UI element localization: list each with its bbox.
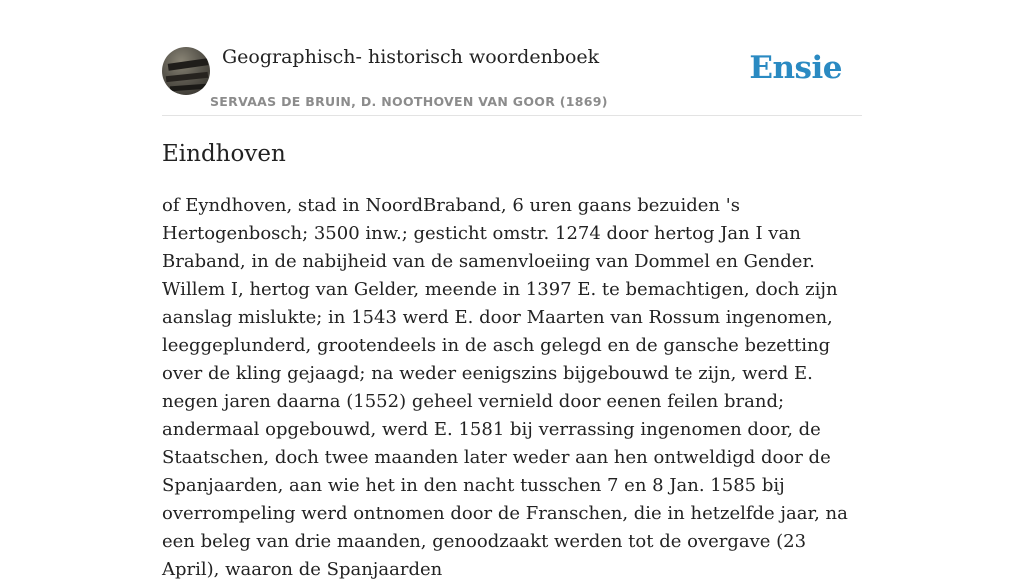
book-header (162, 0, 862, 116)
ensie-logo[interactable]: Ensie (749, 50, 842, 86)
entry-title: Eindhoven (162, 141, 286, 167)
book-title[interactable]: Geographisch- historisch woordenboek (222, 46, 600, 68)
book-authors: SERVAAS DE BRUIN, D. NOOTHOVEN VAN GOOR (1869) (210, 94, 608, 109)
book-cover-thumbnail[interactable] (162, 47, 210, 95)
entry-text: of Eyndhoven, stad in NoordBraband, 6 uren gaans bezuiden 's Hertogenbosch; 3500 inw.; gesticht omstr. 1274 door hertog Jan I van Braband, in de nabijheid van de samenvloeiing van Dommel en Gender. Willem I, hertog van Gelder, meende in 1397 E. te bemachtigen, doch zijn aanslag mislukte; in 1543 werd E. door Maarten van Rossum ingenomen, leeggeplunderd, grootendeels in de asch gelegd en de gansche bezetting over de kling gejaagd; na weder eenigszins bijgebouwd te zijn, werd E. negen jaren daarna (1552) geheel vernield door eenen feilen brand; andermaal opgebouwd, werd E. 1581 bij verrassing ingenomen door, de Staatschen, doch twee maanden later weder aan hen ontweldigd door de Spanjaarden, aan wie het in den nacht tusschen 7 en 8 Jan. 1585 bij overrompeling werd ontnomen door de Franschen, die in hetzelfde jaar, na een beleg van drie maanden, genoodzaakt werden tot de overgave (23 April), waaron de Spanjaarden (162, 195, 848, 580)
page-content (162, 0, 862, 580)
